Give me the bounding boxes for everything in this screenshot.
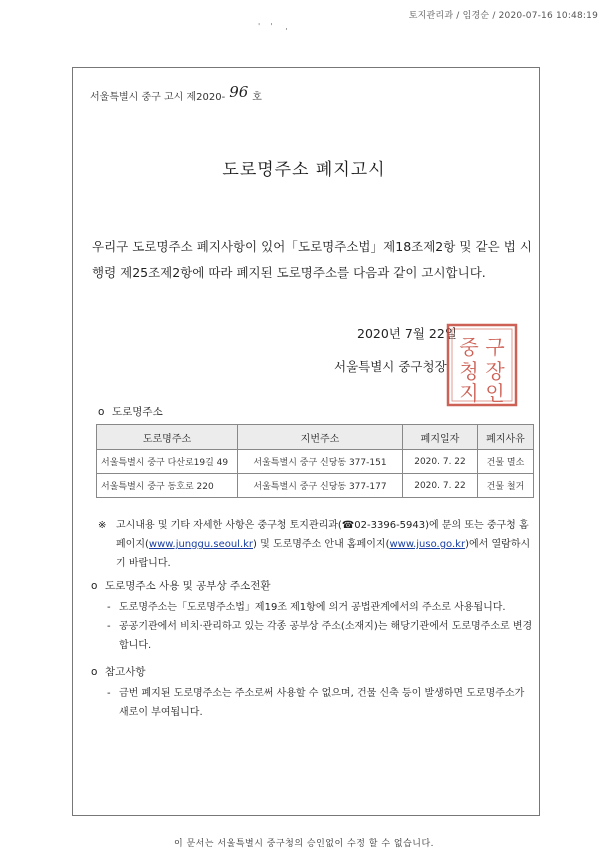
document-meta: 토지관리과 / 임경순 / 2020-07-16 10:48:19 [408,11,598,21]
notice-body: 우리구 도로명주소 폐지사항이 있어「도로명주소법」제18조제2항 및 같은 법 시행령 제25조제2항에 따라 폐지된 도로명주소를 다음과 같이 고시합니다. [92,239,532,280]
table-header-row [97,425,534,450]
notice-prefix: 서울특별시 중구 고시 제2020- [90,92,226,103]
official-seal-icon [445,322,519,408]
svg-text:장: 장 [485,359,505,383]
cell-lot-address: 서울특별시 중구 신당동 377-151 [238,450,403,474]
svg-text:청: 청 [459,359,479,383]
dash-bullet-icon: - [107,621,111,632]
svg-text:구: 구 [485,335,505,359]
cell-abolish-date: 2020. 7. 22 [403,474,478,498]
col-lot-address: 지번주소 [238,425,403,450]
col-abolish-reason: 폐지사유 [478,425,534,450]
juso-homepage-link[interactable]: www.juso.go.kr [389,539,466,550]
dash-bullet-icon: - [107,602,111,613]
inquiry-note [98,516,534,573]
table-row [97,450,534,474]
section-address [98,404,163,419]
junggu-homepage-link[interactable]: www.junggu.seoul.kr [148,539,254,550]
handwritten-notice-number: 96 [229,83,249,101]
section-conversion-title: 도로명주소 사용 및 공부상 주소전환 [105,580,271,592]
col-road-address: 도로명주소 [97,425,238,450]
list-item-text: 공공기관에서 비치·관리하고 있는 각종 공부상 주소(소재지)는 해당기관에서 도로명주소로 변경합니다. [119,621,533,651]
cell-abolish-date: 2020. 7. 22 [403,450,478,474]
cell-abolish-reason: 건물 멸소 [478,450,534,474]
abolished-address-table [96,424,534,498]
footer-disclaimer: 이 문서는 서울특별시 중구청의 승인없이 수정 할 수 없습니다. [173,839,435,849]
cell-road-address: 서울특별시 중구 동호로 220 [97,474,238,498]
section-address-title: 도로명주소 [112,406,163,418]
cell-abolish-reason: 건물 철거 [478,474,534,498]
list-item [107,617,535,655]
cell-lot-address: 서울특별시 중구 신당동 377-177 [238,474,403,498]
notice-date: 2020년 7월 22일 [357,326,457,341]
circle-bullet-icon: o [91,580,98,592]
note-text-3: )에서 열람하시기 바랍니다. [116,539,531,569]
col-abolish-date: 폐지일자 [403,425,478,450]
svg-text:중: 중 [459,335,479,359]
note-mark: ※ [98,520,107,531]
issuer-name: 서울특별시 중구청장 [334,359,447,374]
list-item [107,684,535,722]
table-row [97,474,534,498]
circle-bullet-icon: o [91,666,98,678]
list-item-text: 도로명주소는「도로명주소법」제19조 제1항에 의거 공법관계에서의 주소로 사용됩니다. [119,602,506,613]
section-reference-title: 참고사항 [105,666,146,678]
circle-bullet-icon: o [98,406,105,418]
section-reference [91,664,146,679]
page-title: 도로명주소 폐지고시 [222,160,386,180]
section-conversion [91,578,271,593]
cell-road-address: 서울특별시 중구 다산로19길 49 [97,450,238,474]
list-item [107,598,535,617]
scan-marks: ' ' , [258,22,288,31]
note-body [98,516,534,573]
svg-text:인: 인 [485,381,505,405]
list-item-text: 금번 폐지된 도로명주소는 주소로써 사용할 수 없으며, 건물 신축 등이 발생하면 도로명주소가 새로이 부여됩니다. [119,688,525,718]
dash-bullet-icon: - [107,688,111,699]
svg-text:지: 지 [459,381,479,405]
notice-suffix: 호 [252,92,262,103]
note-text-2: ) 및 도로명주소 안내 홈페이지( [253,539,390,550]
note-text-1: 고시내용 및 기타 자세한 사항은 중구청 토지관리과(☎02-3396-5943)에 문의 또는 중구청 홈페이지( [116,520,529,550]
notice-number-line [90,83,262,104]
